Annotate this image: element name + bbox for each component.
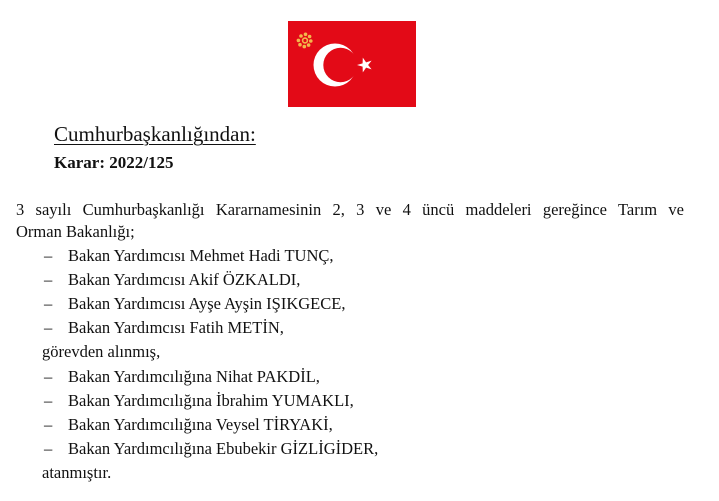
list-item-appointed [44, 414, 333, 436]
list-dash: – [44, 270, 53, 289]
list-item-removed [44, 293, 345, 315]
list-item-text: Bakan Yardımcısı Mehmet Hadi TUNÇ, [68, 246, 334, 265]
decision-number: Karar: 2022/125 [54, 153, 174, 172]
intro-line-1: 3 sayılı Cumhurbaşkanlığı Kararnamesinin 2, 3 ve 4 üncü maddeleri gereğince Tarım ve [16, 200, 684, 219]
turkish-flag-icon [288, 21, 416, 107]
list-item-appointed [44, 390, 354, 412]
appointed-status: atanmıştır. [42, 463, 112, 482]
list-item-appointed [44, 438, 378, 460]
list-dash: – [44, 318, 53, 337]
list-item-text: Bakan Yardımcılığına İbrahim YUMAKLI, [68, 391, 354, 410]
list-item-removed [44, 269, 300, 291]
decree-intro [16, 199, 684, 243]
list-dash: – [44, 367, 53, 386]
list-dash: – [44, 246, 53, 265]
list-dash: – [44, 391, 53, 410]
issuer-title: Cumhurbaşkanlığından: [54, 122, 256, 146]
removed-status: görevden alınmış, [42, 342, 161, 361]
list-item-removed [44, 245, 334, 267]
list-item-text: Bakan Yardımcılığına Veysel TİRYAKİ, [68, 415, 333, 434]
intro-line-2: Orman Bakanlığı; [16, 222, 135, 241]
list-item-removed [44, 317, 284, 339]
list-dash: – [44, 415, 53, 434]
list-item-text: Bakan Yardımcısı Ayşe Ayşin IŞIKGECE, [68, 294, 346, 313]
list-item-appointed [44, 366, 320, 388]
list-dash: – [44, 294, 53, 313]
list-dash: – [44, 439, 53, 458]
list-item-text: Bakan Yardımcılığına Ebubekir GİZLİGİDER, [68, 439, 379, 458]
list-item-text: Bakan Yardımcısı Fatih METİN, [68, 318, 284, 337]
list-item-text: Bakan Yardımcısı Akif ÖZKALDI, [68, 270, 301, 289]
list-item-text: Bakan Yardımcılığına Nihat PAKDİL, [68, 367, 320, 386]
